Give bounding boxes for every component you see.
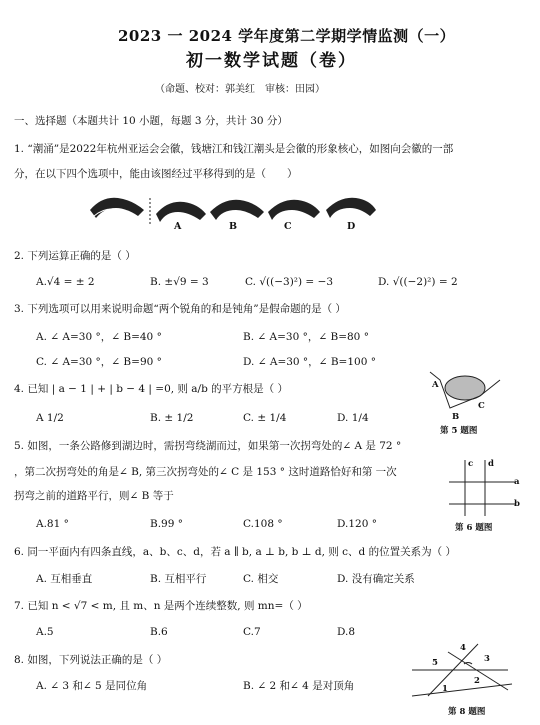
- q7-stem: 7. 已知 n < √7 < m, 且 m、n 是两个连续整数, 则 mn=（ ）: [14, 600, 308, 612]
- q5-line1: 5. 如图，一条公路修到湖边时，需拐弯绕湖而过，如果第一次拐弯处的∠ A 是 72 °: [14, 440, 402, 452]
- fig8-label-4: 4: [460, 643, 466, 653]
- q8-option-b: B. ∠ 2 和∠ 4 是对顶角: [243, 680, 355, 692]
- q3-stem: 3. 下列选项可以用来说明命题“两个锐角的和是钝角”是假命题的是（ ）: [14, 303, 346, 315]
- emblem-original: [90, 198, 144, 218]
- q1-line1: 1. “潮涌”是2022年杭州亚运会会徽，钱塘江和钱江潮头是会徽的形象核心，如图向会徽的一部: [14, 143, 454, 155]
- q5-line3: 拐弯之前的道路平行，则∠ B 等于: [14, 490, 174, 502]
- emblem-option-d: [326, 198, 376, 218]
- q2-option-a: A.√4 = ± 2: [36, 276, 95, 288]
- q6-option-b: B. 互相平行: [150, 573, 207, 585]
- fig5-lake-diagram: [420, 370, 515, 420]
- q6-option-c: C. 相交: [243, 573, 279, 585]
- q5-option-b: B.99 °: [150, 518, 184, 530]
- q5-line2: ，第二次拐弯处的角是∠ B, 第三次拐弯处的∠ C 是 153 ° 这时道路恰好和第 一次: [14, 466, 397, 478]
- q3-option-c: C. ∠ A=30 °，∠ B=90 °: [36, 356, 162, 368]
- q7-option-c: C.7: [243, 626, 261, 638]
- fig6-caption: 第 6 题图: [455, 523, 493, 533]
- q4-option-b: B. ± 1/2: [150, 412, 194, 424]
- q6-stem: 6. 同一平面内有四条直线，a、b、c、d，若 a ∥ b, a ⊥ b, b ⊥ d, 则 c、d 的位置关系为（ ）: [14, 546, 456, 558]
- page-subtitle: 初一数学试题（卷）: [186, 51, 357, 71]
- q8-stem: 8. 如图，下列说法正确的是（ ）: [14, 654, 168, 666]
- fig8-label-3: 3: [484, 654, 490, 664]
- fig8-label-1: 1: [442, 684, 448, 694]
- q5-option-c: C.108 °: [243, 518, 283, 530]
- q3-option-d: D. ∠ A=30 °，∠ B=100 °: [243, 356, 376, 368]
- section-heading: 一、选择题（本题共计 10 小题，每题 3 分，共计 30 分）: [14, 115, 288, 127]
- q2-option-c: C. √((−3)²) = −3: [245, 276, 334, 288]
- fig5-label-b: B: [452, 412, 460, 422]
- q7-option-a: A.5: [36, 626, 54, 638]
- q3-option-b: B. ∠ A=30 °，∠ B=80 °: [243, 331, 369, 343]
- fig6-lines-diagram: [445, 458, 525, 520]
- fig5-caption: 第 5 题图: [440, 426, 478, 436]
- emblem-option-a: [156, 202, 206, 222]
- fig6-label-a: a: [514, 477, 520, 487]
- q1-line2: 分，在以下四个选项中，能由该图经过平移得到的是（ ）: [14, 168, 298, 180]
- page-title: 2023 一 2024 学年度第二学期学情监测（一）: [118, 27, 456, 45]
- q1-label-b: B: [229, 221, 238, 232]
- emblem-option-c: [268, 200, 320, 220]
- fig5-label-c: C: [478, 401, 485, 411]
- q8-option-a: A. ∠ 3 和∠ 5 是同位角: [36, 680, 148, 692]
- fig8-label-5: 5: [432, 658, 438, 668]
- fig8-caption: 第 8 题图: [448, 707, 486, 717]
- emblem-option-b: [210, 200, 264, 220]
- q5-option-a: A.81 °: [36, 518, 69, 530]
- q2-option-b: B. ±√9 = 3: [150, 276, 209, 288]
- q4-option-d: D. 1/4: [337, 412, 369, 424]
- q3-option-a: A. ∠ A=30 °，∠ B=40 °: [36, 331, 162, 343]
- fig6-label-d: d: [488, 459, 494, 469]
- fig6-label-c: c: [468, 459, 474, 469]
- q4-option-c: C. ± 1/4: [243, 412, 287, 424]
- q7-option-d: D.8: [337, 626, 356, 638]
- q2-stem: 2. 下列运算正确的是（ ）: [14, 250, 136, 262]
- q7-option-b: B.6: [150, 626, 168, 638]
- q2-option-d: D. √((−2)²) = 2: [378, 276, 458, 288]
- q1-label-d: D: [347, 221, 356, 232]
- fig8-label-2: 2: [474, 676, 480, 686]
- q5-option-d: D.120 °: [337, 518, 378, 530]
- fig5-label-a: A: [432, 380, 439, 390]
- credits-line: （命题、校对：郭美红 审核：田园）: [155, 84, 325, 95]
- q6-option-d: D. 没有确定关系: [337, 573, 415, 585]
- fig6-label-b: b: [514, 499, 520, 509]
- q4-option-a: A 1/2: [36, 412, 64, 424]
- q6-option-a: A. 互相垂直: [36, 573, 93, 585]
- q1-label-c: C: [284, 221, 292, 232]
- q4-stem: 4. 已知 | a − 1 | + | b − 4 | =0, 则 a/b 的平方根是（ ）: [14, 383, 288, 395]
- q1-label-a: A: [174, 221, 182, 232]
